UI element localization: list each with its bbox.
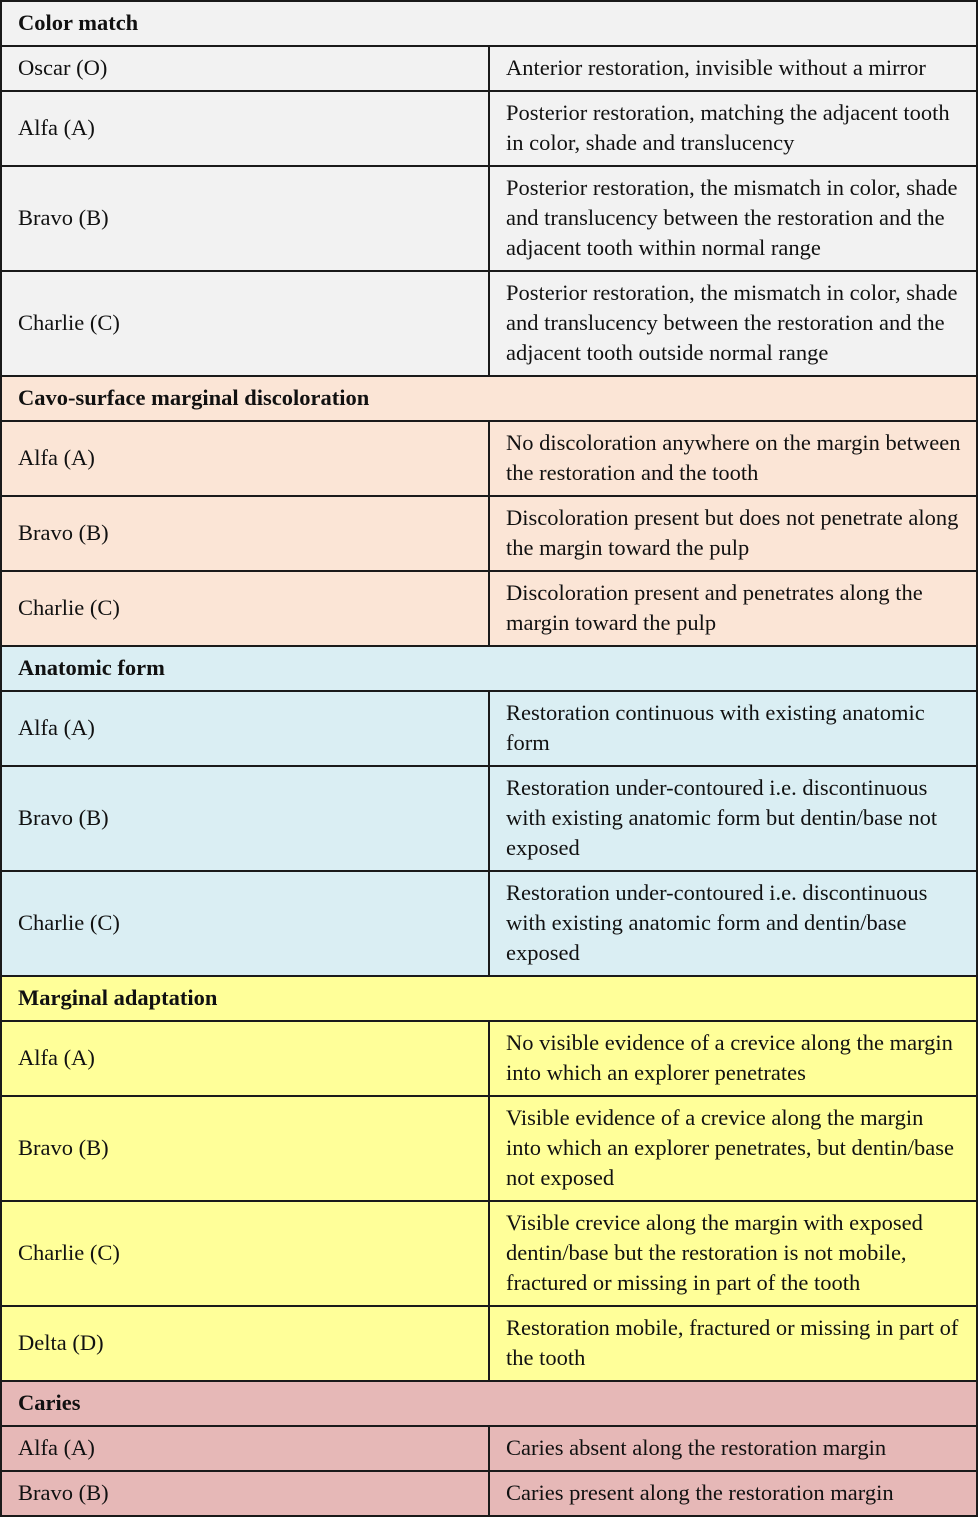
table-row bbox=[1, 271, 977, 376]
rating-description: Restoration continuous with existing anatomic form bbox=[489, 691, 977, 766]
section-title: Marginal adaptation bbox=[1, 976, 977, 1021]
rating-code: Charlie (C) bbox=[1, 271, 489, 376]
rating-description: Posterior restoration, the mismatch in color, shade and translucency between the restoration and the adjacent tooth outside normal range bbox=[489, 271, 977, 376]
table-row bbox=[1, 91, 977, 166]
section-header-anatomic-form bbox=[1, 646, 977, 691]
rating-description: No discoloration anywhere on the margin between the restoration and the tooth bbox=[489, 421, 977, 496]
section-title: Color match bbox=[1, 1, 977, 46]
table-row bbox=[1, 1021, 977, 1096]
table-row bbox=[1, 421, 977, 496]
rating-code: Bravo (B) bbox=[1, 496, 489, 571]
table-row bbox=[1, 166, 977, 271]
rating-code: Bravo (B) bbox=[1, 766, 489, 871]
rating-description: Visible evidence of a crevice along the margin into which an explorer penetrates, but dentin/base not exposed bbox=[489, 1096, 977, 1201]
rating-code: Alfa (A) bbox=[1, 1021, 489, 1096]
table-row bbox=[1, 1306, 977, 1381]
rating-code: Alfa (A) bbox=[1, 691, 489, 766]
rating-description: Visible crevice along the margin with exposed dentin/base but the restoration is not mobile, fractured or missing in part of the tooth bbox=[489, 1201, 977, 1306]
section-header-caries bbox=[1, 1381, 977, 1426]
rating-description: Restoration under-contoured i.e. discontinuous with existing anatomic form but dentin/base not exposed bbox=[489, 766, 977, 871]
rating-description: Anterior restoration, invisible without a mirror bbox=[489, 46, 977, 91]
rating-code: Delta (D) bbox=[1, 1306, 489, 1381]
table-row bbox=[1, 871, 977, 976]
section-title: Cavo-surface marginal discoloration bbox=[1, 376, 977, 421]
table-row bbox=[1, 766, 977, 871]
table-row bbox=[1, 1471, 977, 1516]
rating-description: Posterior restoration, matching the adjacent tooth in color, shade and translucency bbox=[489, 91, 977, 166]
rating-code: Charlie (C) bbox=[1, 871, 489, 976]
rating-code: Alfa (A) bbox=[1, 421, 489, 496]
rating-description: Restoration under-contoured i.e. discontinuous with existing anatomic form and dentin/base exposed bbox=[489, 871, 977, 976]
section-header-cavo-surface bbox=[1, 376, 977, 421]
rating-description: Restoration mobile, fractured or missing in part of the tooth bbox=[489, 1306, 977, 1381]
section-title: Anatomic form bbox=[1, 646, 977, 691]
table-row bbox=[1, 691, 977, 766]
rating-code: Oscar (O) bbox=[1, 46, 489, 91]
section-title: Caries bbox=[1, 1381, 977, 1426]
table-row bbox=[1, 571, 977, 646]
rating-code: Bravo (B) bbox=[1, 166, 489, 271]
rating-code: Alfa (A) bbox=[1, 91, 489, 166]
table-row bbox=[1, 1096, 977, 1201]
rating-code: Bravo (B) bbox=[1, 1096, 489, 1201]
rating-code: Charlie (C) bbox=[1, 1201, 489, 1306]
rating-code: Alfa (A) bbox=[1, 1426, 489, 1471]
rating-description: Discoloration present and penetrates along the margin toward the pulp bbox=[489, 571, 977, 646]
table-row bbox=[1, 1201, 977, 1306]
rating-description: Discoloration present but does not penetrate along the margin toward the pulp bbox=[489, 496, 977, 571]
table-row bbox=[1, 496, 977, 571]
rating-description: No visible evidence of a crevice along the margin into which an explorer penetrates bbox=[489, 1021, 977, 1096]
section-header-marginal-adaptation bbox=[1, 976, 977, 1021]
rating-code: Bravo (B) bbox=[1, 1471, 489, 1516]
table-row bbox=[1, 46, 977, 91]
rating-description: Caries absent along the restoration margin bbox=[489, 1426, 977, 1471]
rating-code: Charlie (C) bbox=[1, 571, 489, 646]
section-header-color-match bbox=[1, 1, 977, 46]
rating-description: Caries present along the restoration margin bbox=[489, 1471, 977, 1516]
table-row bbox=[1, 1426, 977, 1471]
rating-description: Posterior restoration, the mismatch in color, shade and translucency between the restoration and the adjacent tooth within normal range bbox=[489, 166, 977, 271]
